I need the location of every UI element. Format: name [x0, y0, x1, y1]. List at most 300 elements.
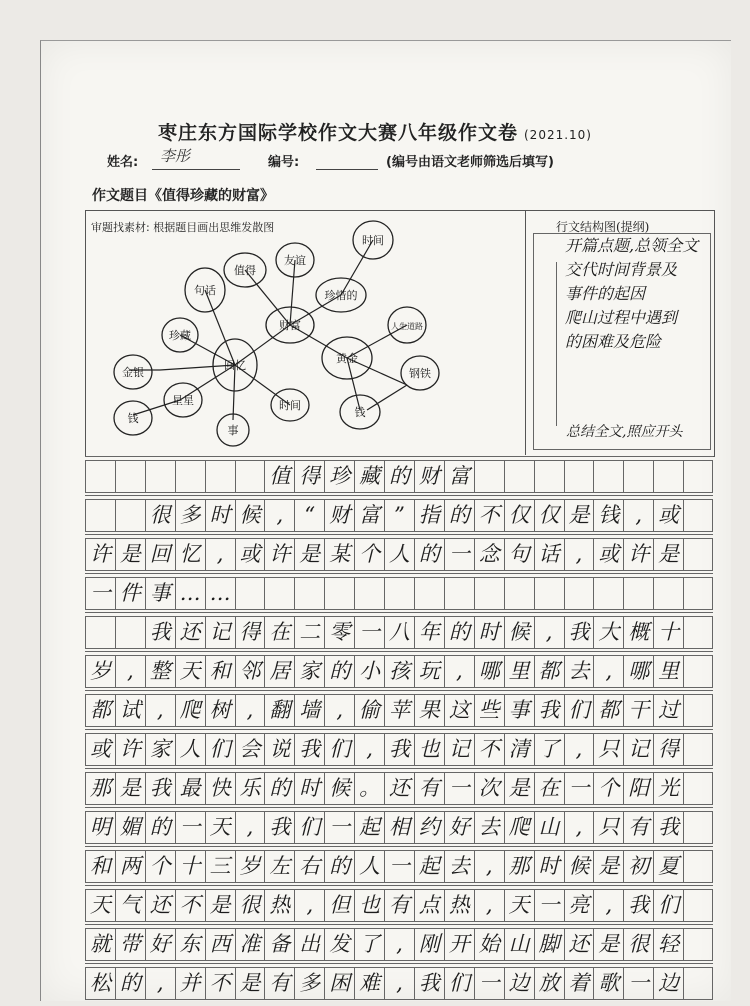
grid-cell: 小: [354, 655, 384, 688]
grid-cell: 人: [175, 733, 205, 766]
grid-cell: [115, 460, 145, 493]
grid-cell: 一: [623, 967, 653, 1000]
grid-cell: 整: [145, 655, 175, 688]
grid-cell: 明: [85, 811, 115, 844]
grid-cell: 得: [235, 616, 265, 649]
grid-cell: 候: [235, 499, 265, 532]
grid-cell: 是: [294, 538, 324, 571]
grid-cell: 树: [205, 694, 235, 727]
grid-cell: 们: [205, 733, 235, 766]
grid-cell: 我: [623, 889, 653, 922]
grid-cell: [653, 577, 683, 610]
grid-cell: 富: [444, 460, 474, 493]
node-15: 星星: [172, 394, 194, 407]
grid-cell: 始: [474, 928, 504, 961]
node-16: 钱: [127, 412, 139, 425]
grid-cell: 或: [85, 733, 115, 766]
node-14: 金银: [122, 366, 144, 379]
grid-cell: 很: [145, 499, 175, 532]
grid-cell: 里: [653, 655, 683, 688]
essay-row: [85, 616, 713, 649]
grid-cell: ,: [474, 889, 504, 922]
grid-cell: 边: [504, 967, 534, 1000]
grid-cell: 是: [504, 772, 534, 805]
grid-cell: 一: [324, 811, 354, 844]
grid-cell: 在: [534, 772, 564, 805]
grid-cell: ,: [564, 811, 594, 844]
grid-cell: ,: [145, 967, 175, 1000]
grid-cell: 我: [564, 616, 594, 649]
node-3: 时间: [362, 234, 384, 247]
grid-cell: 也: [414, 733, 444, 766]
grid-cell: 歌: [593, 967, 623, 1000]
grid-cell: 夏: [653, 850, 683, 883]
number-underline: [316, 169, 378, 170]
grid-cell: ,: [384, 967, 414, 1000]
grid-cell: 孩: [384, 655, 414, 688]
grid-cell: 个: [145, 850, 175, 883]
grid-cell: 一: [85, 577, 115, 610]
grid-cell: 起: [414, 850, 444, 883]
grid-cell: 个: [593, 772, 623, 805]
grid-cell: 不: [205, 967, 235, 1000]
grid-cell: 人: [384, 538, 414, 571]
outline-line-0: 开篇点题,总领全文: [565, 236, 699, 255]
outline-ending: 总结全文,照应开头: [566, 424, 683, 440]
grid-cell: 和: [205, 655, 235, 688]
grid-cell: 是: [115, 538, 145, 571]
grid-cell: 有: [264, 967, 294, 1000]
essay-row: [85, 967, 713, 1000]
grid-cell: 天: [175, 655, 205, 688]
grid-cell: 两: [115, 850, 145, 883]
grid-cell: 或: [593, 538, 623, 571]
node-11: 事: [227, 424, 239, 437]
node-9: 钱: [354, 406, 366, 419]
grid-cell: 只: [593, 811, 623, 844]
grid-cell: 邻: [235, 655, 265, 688]
grid-cell: ,: [235, 811, 265, 844]
grid-cell: 家: [294, 655, 324, 688]
node-5: 财富: [279, 319, 301, 332]
grid-cell: 零: [324, 616, 354, 649]
grid-cell: 亮: [564, 889, 594, 922]
grid-cell: 还: [564, 928, 594, 961]
grid-cell: 我: [384, 733, 414, 766]
grid-cell: 刚: [414, 928, 444, 961]
grid-cell: 是: [115, 772, 145, 805]
grid-cell: 一: [175, 811, 205, 844]
node-12: 珍藏: [169, 329, 191, 342]
grid-cell: [593, 577, 623, 610]
grid-cell: [474, 577, 504, 610]
grid-cell: [653, 460, 683, 493]
grid-cell: 记: [205, 616, 235, 649]
grid-cell: [623, 577, 653, 610]
grid-cell: 一: [444, 772, 474, 805]
grid-cell: …: [205, 577, 235, 610]
grid-cell: [384, 577, 414, 610]
grid-cell: 十: [653, 616, 683, 649]
planning-divider: [525, 210, 526, 455]
grid-cell: 轻: [653, 928, 683, 961]
grid-cell: 财: [414, 460, 444, 493]
grid-cell: 们: [444, 967, 474, 1000]
grid-cell: [564, 460, 594, 493]
grid-cell: 忆: [175, 538, 205, 571]
grid-cell: [85, 460, 115, 493]
grid-cell: 大: [593, 616, 623, 649]
grid-cell: ”: [384, 499, 414, 532]
grid-cell: ,: [564, 538, 594, 571]
outline-lines: [565, 234, 715, 354]
grid-cell: 玩: [414, 655, 444, 688]
grid-cell: 珍: [324, 460, 354, 493]
essay-topic: 作文题目《值得珍藏的财富》: [92, 188, 274, 204]
grid-cell: ,: [384, 928, 414, 961]
grid-cell: 热: [264, 889, 294, 922]
grid-cell: 值: [264, 460, 294, 493]
grid-cell: [444, 577, 474, 610]
grid-cell: 是: [593, 850, 623, 883]
grid-cell: 是: [235, 967, 265, 1000]
grid-cell: 一: [564, 772, 594, 805]
grid-cell: 那: [85, 772, 115, 805]
grid-cell: 松: [85, 967, 115, 1000]
grid-cell: 了: [354, 928, 384, 961]
grid-cell: 困: [324, 967, 354, 1000]
grid-cell: 年: [414, 616, 444, 649]
grid-cell: 初: [623, 850, 653, 883]
grid-cell: [683, 850, 713, 883]
grid-cell: 会: [235, 733, 265, 766]
grid-cell: 乐: [235, 772, 265, 805]
essay-row: [85, 577, 713, 610]
grid-cell: 十: [175, 850, 205, 883]
grid-cell: 有: [623, 811, 653, 844]
grid-cell: 得: [294, 460, 324, 493]
grid-cell: 个: [354, 538, 384, 571]
grid-cell: 一: [534, 889, 564, 922]
grid-cell: 哪: [623, 655, 653, 688]
grid-cell: 是: [593, 928, 623, 961]
grid-cell: [683, 577, 713, 610]
grid-cell: 或: [235, 538, 265, 571]
grid-cell: 们: [324, 733, 354, 766]
grid-cell: 的: [145, 811, 175, 844]
grid-cell: 天: [85, 889, 115, 922]
mindmap-label: 审题找素材: 根据题目画出思维发散图: [91, 221, 275, 234]
grid-cell: ,: [294, 889, 324, 922]
grid-cell: 我: [534, 694, 564, 727]
grid-cell: ,: [593, 655, 623, 688]
grid-cell: 这: [444, 694, 474, 727]
grid-cell: 多: [175, 499, 205, 532]
grid-cell: [474, 460, 504, 493]
grid-cell: 有: [384, 889, 414, 922]
grid-cell: 不: [175, 889, 205, 922]
grid-cell: [414, 577, 444, 610]
grid-cell: [564, 577, 594, 610]
grid-cell: 好: [145, 928, 175, 961]
grid-cell: 件: [115, 577, 145, 610]
grid-cell: 财: [324, 499, 354, 532]
grid-cell: 有: [414, 772, 444, 805]
grid-cell: 很: [235, 889, 265, 922]
grid-cell: [593, 460, 623, 493]
grid-cell: ,: [564, 733, 594, 766]
grid-cell: ,: [354, 733, 384, 766]
grid-cell: [264, 577, 294, 610]
grid-cell: ,: [205, 538, 235, 571]
essay-row: [85, 460, 713, 493]
grid-cell: 里: [504, 655, 534, 688]
grid-cell: 天: [504, 889, 534, 922]
node-13: 回忆: [224, 359, 246, 372]
grid-cell: 我: [264, 811, 294, 844]
essay-row: [85, 850, 713, 883]
grid-cell: 时: [205, 499, 235, 532]
grid-cell: 不: [474, 733, 504, 766]
grid-cell: 干: [623, 694, 653, 727]
grid-cell: ,: [145, 694, 175, 727]
grid-cell: 的: [444, 616, 474, 649]
grid-cell: [85, 616, 115, 649]
grid-cell: 的: [324, 655, 354, 688]
grid-cell: ,: [593, 889, 623, 922]
grid-cell: 边: [653, 967, 683, 1000]
grid-cell: 东: [175, 928, 205, 961]
essay-row: [85, 694, 713, 727]
grid-cell: 还: [175, 616, 205, 649]
node-7: 黄金: [336, 352, 358, 365]
grid-cell: 我: [294, 733, 324, 766]
grid-cell: [683, 460, 713, 493]
grid-cell: 许: [85, 538, 115, 571]
essay-row: [85, 733, 713, 766]
grid-cell: [683, 499, 713, 532]
grid-cell: 句: [504, 538, 534, 571]
paper-date: (2021.10): [524, 128, 592, 142]
grid-cell: 快: [205, 772, 235, 805]
grid-cell: 候: [564, 850, 594, 883]
grid-cell: 都: [534, 655, 564, 688]
node-8: 钢铁: [409, 367, 431, 380]
grid-cell: 左: [264, 850, 294, 883]
grid-cell: 但: [324, 889, 354, 922]
grid-cell: 的: [414, 538, 444, 571]
outline-line-3: 爬山过程中遇到: [565, 308, 678, 327]
number-label: 编号:: [268, 155, 300, 170]
outline-bracket: [556, 262, 557, 426]
essay-row: [85, 655, 713, 688]
essay-row: [85, 811, 713, 844]
grid-cell: 事: [145, 577, 175, 610]
essay-grid: [85, 460, 713, 1006]
grid-cell: [683, 616, 713, 649]
grid-cell: 们: [294, 811, 324, 844]
grid-cell: 去: [474, 811, 504, 844]
grid-cell: [534, 460, 564, 493]
grid-cell: 开: [444, 928, 474, 961]
grid-cell: [115, 499, 145, 532]
node-6: 人生道路: [391, 322, 423, 331]
grid-cell: 。: [354, 772, 384, 805]
grid-cell: [354, 577, 384, 610]
grid-cell: 的: [115, 967, 145, 1000]
grid-cell: 钱: [593, 499, 623, 532]
grid-cell: 不: [474, 499, 504, 532]
grid-cell: 多: [294, 967, 324, 1000]
grid-cell: 在: [264, 616, 294, 649]
grid-cell: 出: [294, 928, 324, 961]
grid-cell: ,: [324, 694, 354, 727]
grid-cell: 相: [384, 811, 414, 844]
essay-row: [85, 889, 713, 922]
grid-cell: 的: [384, 460, 414, 493]
grid-cell: 我: [653, 811, 683, 844]
grid-cell: 事: [504, 694, 534, 727]
node-0: 句话: [194, 284, 216, 297]
grid-cell: ,: [264, 499, 294, 532]
grid-cell: 我: [145, 772, 175, 805]
grid-cell: 念: [474, 538, 504, 571]
grid-cell: [504, 460, 534, 493]
grid-cell: 爬: [175, 694, 205, 727]
grid-cell: ,: [534, 616, 564, 649]
grid-cell: ,: [623, 499, 653, 532]
grid-cell: 候: [504, 616, 534, 649]
grid-cell: “: [294, 499, 324, 532]
grid-cell: 的: [264, 772, 294, 805]
grid-cell: 三: [205, 850, 235, 883]
grid-cell: 是: [205, 889, 235, 922]
grid-cell: 时: [474, 616, 504, 649]
grid-cell: [683, 889, 713, 922]
essay-row: [85, 772, 713, 805]
grid-cell: 就: [85, 928, 115, 961]
grid-cell: [175, 460, 205, 493]
grid-cell: 回: [145, 538, 175, 571]
outline-line-4: 的困难及危险: [565, 332, 662, 351]
grid-cell: 准: [235, 928, 265, 961]
grid-cell: 媚: [115, 811, 145, 844]
node-1: 值得: [234, 264, 256, 277]
grid-cell: 一: [384, 850, 414, 883]
grid-cell: 岁: [235, 850, 265, 883]
node-4: 珍惜的: [324, 289, 358, 302]
grid-cell: 好: [444, 811, 474, 844]
grid-cell: 过: [653, 694, 683, 727]
grid-cell: 一: [354, 616, 384, 649]
grid-cell: [683, 772, 713, 805]
grid-cell: 我: [145, 616, 175, 649]
grid-cell: 苹: [384, 694, 414, 727]
grid-cell: 右: [294, 850, 324, 883]
grid-cell: [115, 616, 145, 649]
grid-cell: [683, 655, 713, 688]
grid-cell: [683, 811, 713, 844]
grid-cell: 那: [504, 850, 534, 883]
grid-cell: 果: [414, 694, 444, 727]
grid-cell: ,: [444, 655, 474, 688]
grid-cell: 得: [653, 733, 683, 766]
grid-cell: 候: [324, 772, 354, 805]
node-2: 友谊: [284, 254, 306, 267]
grid-cell: 去: [564, 655, 594, 688]
grid-cell: 某: [324, 538, 354, 571]
paper-title: 枣庄东方国际学校作文大赛八年级作文卷 (2021.10): [157, 122, 592, 144]
grid-cell: 只: [593, 733, 623, 766]
grid-cell: 一: [444, 538, 474, 571]
grid-cell: 并: [175, 967, 205, 1000]
grid-cell: 点: [414, 889, 444, 922]
grid-cell: [504, 577, 534, 610]
grid-cell: [683, 538, 713, 571]
grid-cell: [235, 577, 265, 610]
grid-cell: [683, 733, 713, 766]
number-note: (编号由语文老师筛选后填写): [386, 155, 554, 170]
grid-cell: 记: [623, 733, 653, 766]
grid-cell: 仅: [534, 499, 564, 532]
grid-cell: 墙: [294, 694, 324, 727]
grid-cell: 难: [354, 967, 384, 1000]
grid-cell: 都: [85, 694, 115, 727]
grid-cell: 的: [444, 499, 474, 532]
outline-line-1: 交代时间背景及: [565, 260, 678, 279]
grid-cell: 放: [534, 967, 564, 1000]
grid-cell: 指: [414, 499, 444, 532]
grid-cell: 山: [504, 928, 534, 961]
grid-cell: 许: [264, 538, 294, 571]
grid-cell: 也: [354, 889, 384, 922]
grid-cell: [623, 460, 653, 493]
grid-cell: 去: [444, 850, 474, 883]
grid-cell: 人: [354, 850, 384, 883]
grid-cell: [205, 460, 235, 493]
grid-cell: 山: [534, 811, 564, 844]
grid-cell: [294, 577, 324, 610]
essay-row: [85, 538, 713, 571]
grid-cell: 和: [85, 850, 115, 883]
grid-cell: 次: [474, 772, 504, 805]
grid-cell: [235, 460, 265, 493]
grid-cell: 备: [264, 928, 294, 961]
grid-cell: 试: [115, 694, 145, 727]
grid-cell: 时: [534, 850, 564, 883]
grid-cell: 些: [474, 694, 504, 727]
grid-cell: 天: [205, 811, 235, 844]
grid-cell: [534, 577, 564, 610]
grid-cell: 居: [264, 655, 294, 688]
grid-cell: 哪: [474, 655, 504, 688]
grid-cell: 家: [145, 733, 175, 766]
mindmap-nodes: [114, 221, 439, 446]
grid-cell: 很: [623, 928, 653, 961]
outline-label: 行文结构图(提纲): [556, 220, 650, 234]
grid-cell: 起: [354, 811, 384, 844]
grid-cell: 脚: [534, 928, 564, 961]
grid-cell: 发: [324, 928, 354, 961]
grid-cell: ,: [235, 694, 265, 727]
grid-cell: 许: [623, 538, 653, 571]
grid-cell: 最: [175, 772, 205, 805]
grid-cell: [683, 928, 713, 961]
grid-cell: 们: [564, 694, 594, 727]
grid-cell: 说: [264, 733, 294, 766]
grid-cell: 翻: [264, 694, 294, 727]
grid-cell: 清: [504, 733, 534, 766]
